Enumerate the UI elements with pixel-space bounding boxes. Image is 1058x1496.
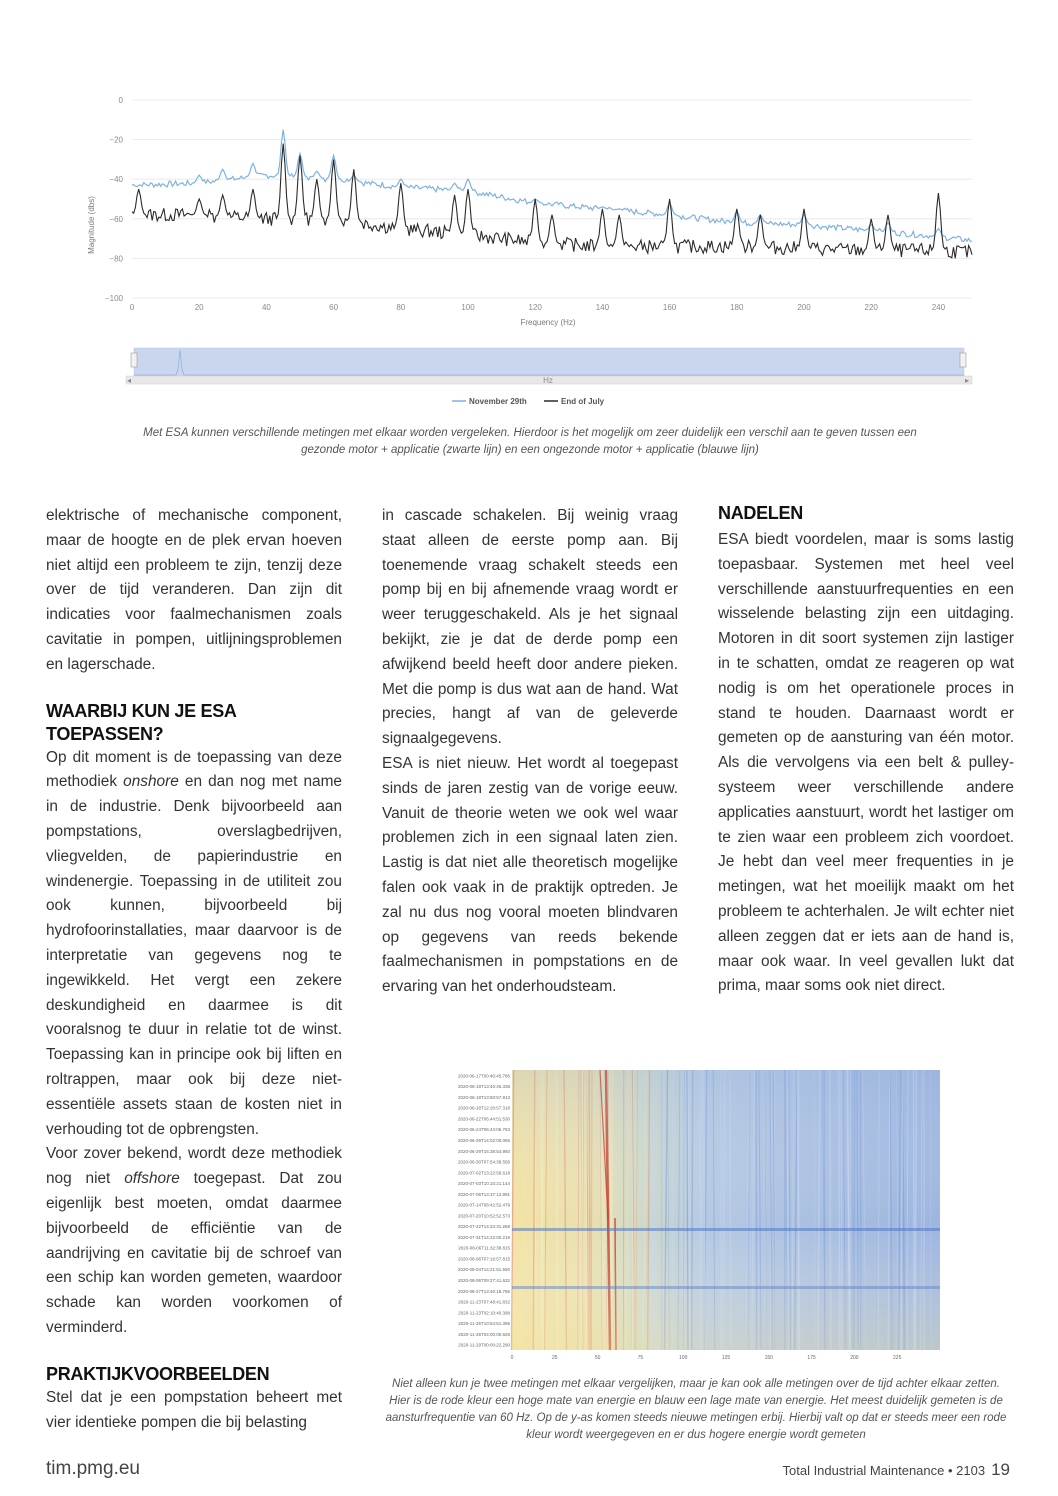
spectrogram-x-tick: 50	[594, 1355, 601, 1361]
x-tick-label: 0	[129, 303, 135, 312]
spectrogram-row-label: 2020-07-22T14:34:31.268	[457, 1224, 510, 1230]
y-tick-label: −20	[109, 135, 123, 145]
heading-waarbij: WAARBIJ KUN JE ESA TOEPASSEN?	[46, 700, 236, 744]
spectrogram-row-label: 2020-06-18T13:40:46.338	[457, 1084, 510, 1090]
footer-magazine: Total Industrial Maintenance • 2103 19	[782, 1460, 1010, 1479]
y-tick-label: 0	[118, 96, 123, 105]
spectrogram-row-label: 2020-07-31T14:22:00.219	[457, 1234, 510, 1240]
x-tick-label: 60	[329, 303, 339, 312]
y-tick-label: −60	[109, 214, 123, 224]
bottom-figure-caption: Niet alleen kun je twee metingen met elkaar vergelijken, maar je kan ook alle metingen over de tijd achter elkaar zetten. Hier is de rode kleur een hoge mate van energie en blauw een lage mate van energie. Het meest duidelijk gemeten is de aansturfrequentie van 60 Hz. Op de y-as komen steeds nieuwe metingen erbij. Hierbij valt op dat er steeds meer een rode kleur wordt weergegeven en er dus hogere energie wordt gemeten	[385, 1378, 1007, 1441]
spectrogram-x-tick: 25	[552, 1355, 558, 1361]
spectrogram-overlay	[512, 1070, 940, 1350]
x-tick-label: 220	[864, 303, 878, 312]
spectrogram-row-label: 2020-06-22T06:44:51.530	[457, 1116, 510, 1122]
y-tick-label: −80	[109, 254, 123, 264]
top-figure-caption: Met ESA kunnen verschillende metingen met elkaar worden vergeleken. Hierdoor is het mogelijk om zeer duidelijk een verschil aan te geven tussen een gezonde motor + applicatie (zwarte lijn) en een ongezonde motor + applicatie (blauwe lijn)	[143, 427, 917, 456]
spectrogram-row-label: 2020-07-03T10:10:21.144	[457, 1181, 510, 1187]
x-tick-label: 20	[194, 303, 204, 312]
spectrogram-row-label: 2020-08-27T13:40:18.756	[457, 1288, 510, 1294]
spectrogram-row-label: 2020-08-06T09:27:41.632	[457, 1278, 510, 1283]
x-tick-label: 140	[595, 303, 610, 312]
col1-paragraph-1: elektrische of mechanische component, maar de hoogte en de plek ervan hoeven niet altijd een probleem te zijn, tenzij deze over de tijd veranderen. Dan zijn dit indicaties voor faalmechanismen zoals cavitatie in pompen, uitlijningsproblemen en lagerschade.	[46, 507, 342, 673]
x-tick-label: 200	[797, 303, 811, 312]
article-column-2	[382, 504, 678, 1000]
y-axis-title: Magnitude (dbs)	[87, 196, 96, 254]
navigator-label: Hz	[543, 376, 553, 385]
x-tick-label: 80	[396, 303, 406, 312]
spectrogram-x-tick: 200	[850, 1355, 859, 1361]
heading-nadelen: NADELEN	[718, 503, 803, 523]
page-number: 19	[991, 1460, 1010, 1479]
spectrogram-row-label: 2020-07-06T13:37:12.891	[457, 1191, 510, 1197]
spectrogram-row-label: 2020-06-29T16:38:54.950	[457, 1148, 510, 1154]
y-tick-label: −40	[109, 175, 123, 185]
spectrogram-x-tick: 0	[510, 1355, 514, 1361]
col2-paragraph-2: ESA is niet nieuw. Het wordt al toegepast sinds de jaren zestig van de vorige eeuw. Vanuit de theorie weten we ook wel waar problemen zich in een signaal laten zien. Lastig is dat niet alle theoretisch mogelijke falen ook vaak in de praktijk optreden. Je zal nu dus nog vooral moeten blindvaren op gegevens van reeds bekende faalmechanismen in pompstations en de ervaring van het onderhoudsteam.	[382, 754, 678, 996]
spectrogram-row-label: 2020-07-02T13:22:58.618	[457, 1170, 510, 1176]
x-tick-label: 240	[931, 303, 946, 312]
spectrogram-svg	[450, 1068, 942, 1368]
legend-label-end-of-july[interactable]: End of July	[561, 397, 605, 406]
spectrogram-row-label: 2020-08-04T14:21:51.550	[457, 1267, 510, 1273]
article-column-3	[718, 502, 1014, 999]
legend-label-november-29th[interactable]: November 29th	[469, 397, 527, 406]
x-tick-label: 40	[261, 303, 271, 312]
spectrogram-row-label: 2020-07-14T08:42:52.479	[457, 1202, 510, 1208]
spectrogram-row-label: 2020-11-29T00:00:22.290	[458, 1342, 510, 1348]
heading-praktijkvoorbeelden: PRAKTIJKVOORBEELDEN	[46, 1363, 270, 1384]
spectrogram-row-label: 2020-08-06T07:16:57.815	[457, 1256, 510, 1262]
spectrogram-row-label: 2020-11-25T10:54:51.395	[458, 1321, 510, 1327]
spectrogram-row-label: 2020-06-18T12:20:57.318	[457, 1105, 510, 1111]
navigator-handle-left[interactable]	[131, 353, 137, 367]
spectrogram-x-tick: 175	[807, 1355, 816, 1361]
spectrogram-x-tick: 75	[637, 1355, 644, 1361]
spectrogram-row-label: 2020-11-23T07:48:41.832	[458, 1299, 510, 1305]
col3-paragraph-1: ESA biedt voordelen, maar is soms lastig toepasbaar. Systemen met heel veel verschillende aanstuurfrequenties en een wisselende belasting zijn een uitdaging. Motoren in dit soort systemen zijn lastiger in te schatten, omdat ze reageren op wat nodig is om het operationele proces in stand te houden. Daarnaast wordt er gemeten op de aansturing van één motor. Als die vervolgens via een belt & pulley-systeem weer verschillende andere applicaties aanstuurt, wordt het lastiger om te zien waar een probleem zich voordoet. Je hebt dan veel meer frequenties in je metingen, wat het moeilijk maakt om het probleem te achterhalen. Je wilt echter niet alleen zeggen dat er iets aan de hand is, maar ook waar. In veel gevallen lukt dat prima, maar soms ook niet direct.	[718, 531, 1014, 995]
spectrogram-x-tick: 150	[764, 1355, 773, 1361]
navigator-handle-right[interactable]	[960, 353, 966, 367]
col1-paragraph-4: Stel dat je een pompstation beheert met vier identieke pompen die bij belasting	[46, 1388, 342, 1431]
footer-website[interactable]: tim.pmg.eu	[46, 1458, 140, 1479]
scroll-left-arrow-icon[interactable]: ◂	[127, 376, 132, 385]
x-tick-label: 160	[662, 303, 677, 312]
scroll-right-arrow-icon[interactable]: ▸	[965, 376, 970, 385]
frequency-spectrum-chart	[88, 85, 978, 415]
spectrogram-row-label: 2020-08-06T11:32:38.815	[458, 1245, 510, 1251]
spectrogram-x-tick: 225	[893, 1355, 902, 1361]
col1-paragraph-3: Voor zover bekend, wordt deze methodiek nog niet offshore toegepast. Dat zou eigenlijk best moeten, omdat daarmee bijvoorbeeld de efficiëntie van de aandrijving en cavitatie bij de schroef van een schip kan worden gemeten, waardoor schade kan worden voorkomen of verminderd.	[46, 1145, 342, 1336]
spectrogram-row-label: 2020-11-23T02:10:40.398	[458, 1310, 510, 1316]
spectrogram-row-label: 2020-06-29T14:02:00.066	[457, 1138, 510, 1143]
spectrogram-heatmap	[450, 1068, 942, 1368]
spectrogram-x-tick: 125	[721, 1355, 731, 1361]
x-tick-label: 180	[730, 303, 744, 312]
navigator-track[interactable]	[134, 348, 964, 376]
spectrogram-row-label: 2020-06-17T00:40:45.786	[457, 1073, 510, 1079]
col1-paragraph-2: Op dit moment is de toepassing van deze methodiek onshore en dan nog met name in de industrie. Denk bijvoorbeeld aan pompstations, overslagbedrijven, vliegvelden, de papierindustrie en windenergie. Toepassing in de utiliteit zou ook kunnen, bijvoorbeeld bij hydrofoorinstallaties, maar daarvoor is de interpretatie van gegevens nog te ingewikkeld. Het vergt een zekere deskundigheid en daarmee is dit vooralsnog te duur in relatie tot de winst. Toepassing kan in principe ook bij liften en roltrappen, maar ook bij deze niet-essentiële assets staan de kosten niet in verhouding tot de opbrengsten.	[46, 748, 342, 1138]
spectrogram-row-label: 2020-11-26T04:00:00.926	[458, 1331, 510, 1337]
article-column-1	[46, 504, 342, 1435]
spectrogram-row-label: 2020-06-30T07:54:38.556	[457, 1159, 510, 1165]
spectrogram-x-tick: 100	[679, 1355, 688, 1361]
spectrum-svg	[88, 85, 978, 415]
x-tick-label: 120	[528, 303, 542, 312]
x-axis-title: Frequency (Hz)	[520, 318, 576, 327]
series-line-end-of-july	[132, 144, 972, 259]
series-line-november-29th	[132, 130, 972, 242]
col2-paragraph-1: in cascade schakelen. Bij weinig vraag staat alleen de eerste pomp aan. Bij toenemende vraag schakelt steeds een pomp bij en bij afnemende vraag wordt er weer teruggeschakeld. Als je het signaal bekijkt, zie je dat de derde pomp een afwijkend beeld heeft door andere pieken. Met die pomp is dus wat aan de hand. Wat precies, hangt af van de geleverde signaalgegevens.	[382, 507, 678, 748]
spectrogram-row-label: 2020-06-24T06:44:06.763	[457, 1127, 510, 1133]
spectrogram-row-label: 2020-06-18T13:50:57.913	[457, 1094, 510, 1100]
x-tick-label: 100	[461, 303, 475, 312]
y-tick-label: −100	[104, 294, 123, 303]
spectrogram-row-label: 2020-07-20T10:52:52.573	[457, 1213, 510, 1219]
